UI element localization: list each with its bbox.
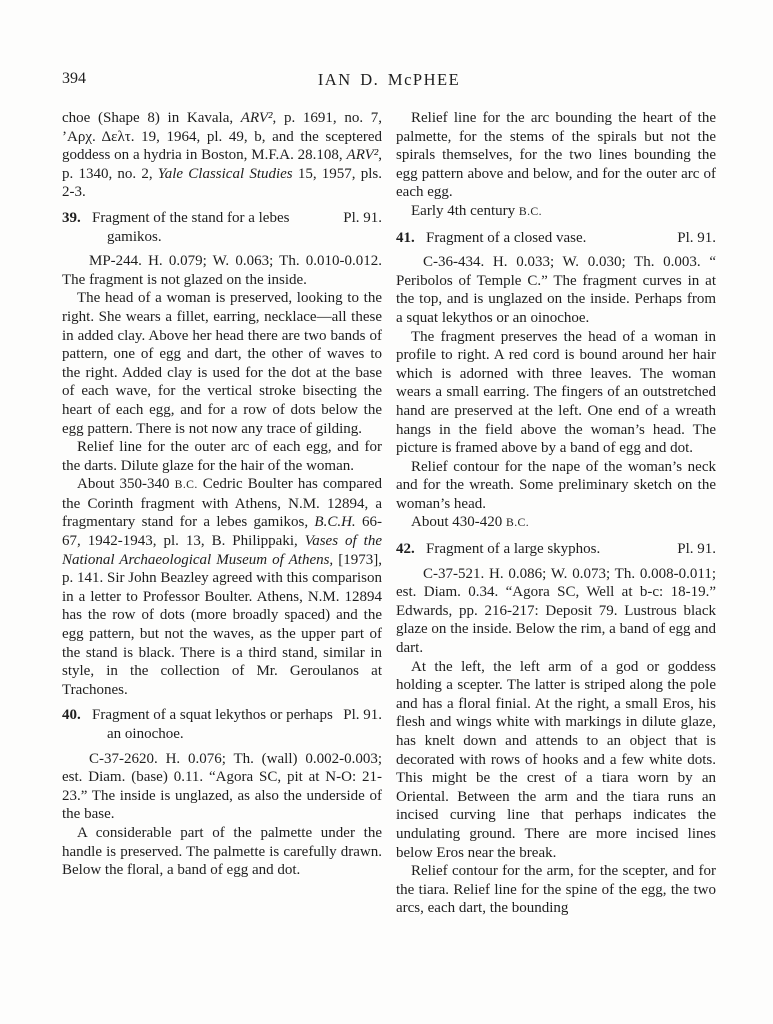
- paragraph: [396, 513, 716, 533]
- paragraph: [62, 438, 382, 475]
- left-column: [62, 109, 382, 918]
- paragraph: [396, 202, 716, 222]
- body-text: Relief contour for the arm, for the scepter, and for the tiara. Relief line for the spine of the egg, the two arcs, each dart, the bounding: [396, 863, 716, 917]
- entry-title: Fragment of a large skyphos.: [426, 541, 601, 558]
- body-text: 15, 1957, pls. 2-3.: [62, 165, 382, 201]
- paragraph: [396, 862, 716, 918]
- italic-text: Yale Classical Studies: [157, 165, 293, 182]
- plate-reference: Pl. 91.: [343, 209, 382, 226]
- paragraph: [62, 475, 382, 699]
- italic-text: ARV²: [240, 110, 273, 126]
- body-text: MP-244. H. 0.079; W. 0.063; Th. 0.010-0.012. The fragment is not glazed on the inside.: [62, 253, 382, 288]
- body-text: Relief line for the outer arc of each egg, and for the darts. Dilute glaze for the hair of the woman.: [62, 439, 382, 474]
- body-text: choe (Shape 8) in Kavala,: [62, 110, 241, 126]
- body-text: About 430-420: [411, 514, 506, 531]
- paragraph: [396, 658, 716, 863]
- entry-title: Fragment of the stand for a lebes gamikos.: [92, 209, 290, 245]
- catalog-entry-heading: [62, 209, 382, 246]
- body-text: Cedric Boulter has compared the Corinth fragment with Athens, N.M. 12894, a fragmentary stand for a lebes gamikos,: [62, 476, 383, 531]
- paragraph: [62, 289, 382, 438]
- body-text: Relief contour for the nape of the woman’s neck and for the wreath. Some preliminary sketch on the woman’s head.: [396, 458, 716, 512]
- entry-number: 42.: [396, 541, 415, 558]
- smallcaps-text: B.C.: [174, 478, 198, 492]
- body-text: , p. 1340, no. 2,: [62, 147, 382, 182]
- page-number: 394: [62, 70, 86, 87]
- body-text: , p. 1691, no. 7, ’Αρχ. Δελτ. 19, 1964, pl. 49, b, and the sceptered goddess on a hydria in Boston, M.F.A. 28.108,: [62, 110, 383, 164]
- catalog-entry-heading: [396, 540, 716, 559]
- body-text: 66-67, 1942-1943, pl. 13, B. Philippaki,: [62, 514, 382, 550]
- plate-reference: Pl. 91.: [677, 229, 716, 246]
- catalog-entry-heading: [396, 229, 716, 248]
- right-column: [396, 109, 716, 918]
- body-text: Early 4th century: [411, 202, 519, 219]
- paragraph: [396, 109, 716, 202]
- paragraph: [396, 565, 716, 658]
- paragraph: [396, 458, 716, 514]
- paragraph: [396, 328, 716, 458]
- body-text: The fragment preserves the head of a woman in profile to right. A red cord is bound around her hair which is adorned with three leaves. The woman wears a small earring. The fingers of an outstretched hand are preserved at the left. One end of a wreath hangs in the field above the woman’s head. The picture is framed above by a band of egg and dot.: [396, 328, 716, 457]
- paragraph: [62, 109, 382, 202]
- entry-number: 40.: [62, 707, 81, 724]
- body-text: C-36-434. H. 0.033; W. 0.030; Th. 0.003. “ Peribolos of Temple C.” The fragment curves in at the top, and is unglazed on the inside. Perhaps from a squat lekythos or an oinochoe.: [396, 254, 716, 326]
- running-header-author: IAN D. McPHEE: [317, 70, 461, 89]
- entry-title: Fragment of a squat lekythos or perhaps an oinochoe.: [92, 707, 333, 742]
- entry-number: 41.: [396, 229, 415, 246]
- italic-text: Vases of the National Archaeological Museum of Athens,: [62, 533, 383, 568]
- paragraph: [62, 750, 382, 824]
- paragraph: [62, 252, 382, 289]
- body-text: About 350-340: [77, 476, 175, 493]
- entry-title: Fragment of a closed vase.: [426, 229, 587, 246]
- italic-text: ARV²: [346, 147, 379, 164]
- body-text: C-37-2620. H. 0.076; Th. (wall) 0.002-0.003; est. Diam. (base) 0.11. “Agora SC, pit at N-O: 21-23.” The inside is unglazed, as also the underside of the base.: [62, 750, 382, 823]
- entry-number: 39.: [62, 209, 81, 226]
- smallcaps-text: B.C.: [518, 204, 542, 218]
- page-masthead: [62, 70, 716, 90]
- body-text: Relief line for the arc bounding the heart of the palmette, for the stems of the spirals but not the spirals themselves, for the two lines bounding the egg pattern above and below, and for the outer arc of each egg.: [396, 110, 716, 201]
- body-text: A considerable part of the palmette under the handle is preserved. The palmette is carefully drawn. Below the floral, a band of egg and dot.: [62, 824, 382, 879]
- body-text: C-37-521. H. 0.086; W. 0.073; Th. 0.008-0.011; est. Diam. 0.34. “Agora SC, Well at b-c: 18-19.” Edwards, pp. 216-217: Deposit 79. Lustrous black glaze on the inside. Below the rim, a band of egg and dart.: [396, 565, 716, 657]
- plate-reference: Pl. 91.: [343, 707, 382, 724]
- body-text: The head of a woman is preserved, looking to the right. She wears a fillet, earring, necklace—all these in added clay. Above her head there are two bands of pattern, one of egg and dart, the other of waves to the right. Added clay is used for the dot at the base of each wave, for the vertical stroke bisecting the heart of each egg, and for a row of dots below the egg pattern. There is not now any trace of gilding.: [62, 290, 382, 437]
- body-text: [1973], p. 141. Sir John Beazley agreed with this comparison in a letter to Professor Boulter. Athens, N.M. 12894 has the row of dots (more broadly spaced) and the egg pattern, but not the waves, as the upper part of the stand is black. There is a third stand, similar in style, in the collection of Mr. Geroulanos at Trachones.: [62, 551, 382, 698]
- smallcaps-text: B.C.: [506, 516, 530, 530]
- paragraph: [396, 253, 716, 327]
- paragraph: [62, 824, 382, 880]
- body-text: At the left, the left arm of a god or goddess holding a scepter. The latter is striped along the pole and has a floral finial. At the right, a small Eros, his flesh and wings white with markings in dilute glaze, has knelt down and attends to an object that is decorated with rows of hooks and a few white dots. This might be the crest of a tiara worn by an Oriental. Between the arm and the tiara runs an incised curving line that perhaps indicates the undulating ground. There are more incised lines below Eros near the break.: [396, 658, 716, 861]
- catalog-entry-heading: [62, 706, 382, 743]
- plate-reference: Pl. 91.: [677, 541, 716, 558]
- italic-text: B.C.H.: [314, 514, 356, 531]
- text-columns: [62, 109, 716, 918]
